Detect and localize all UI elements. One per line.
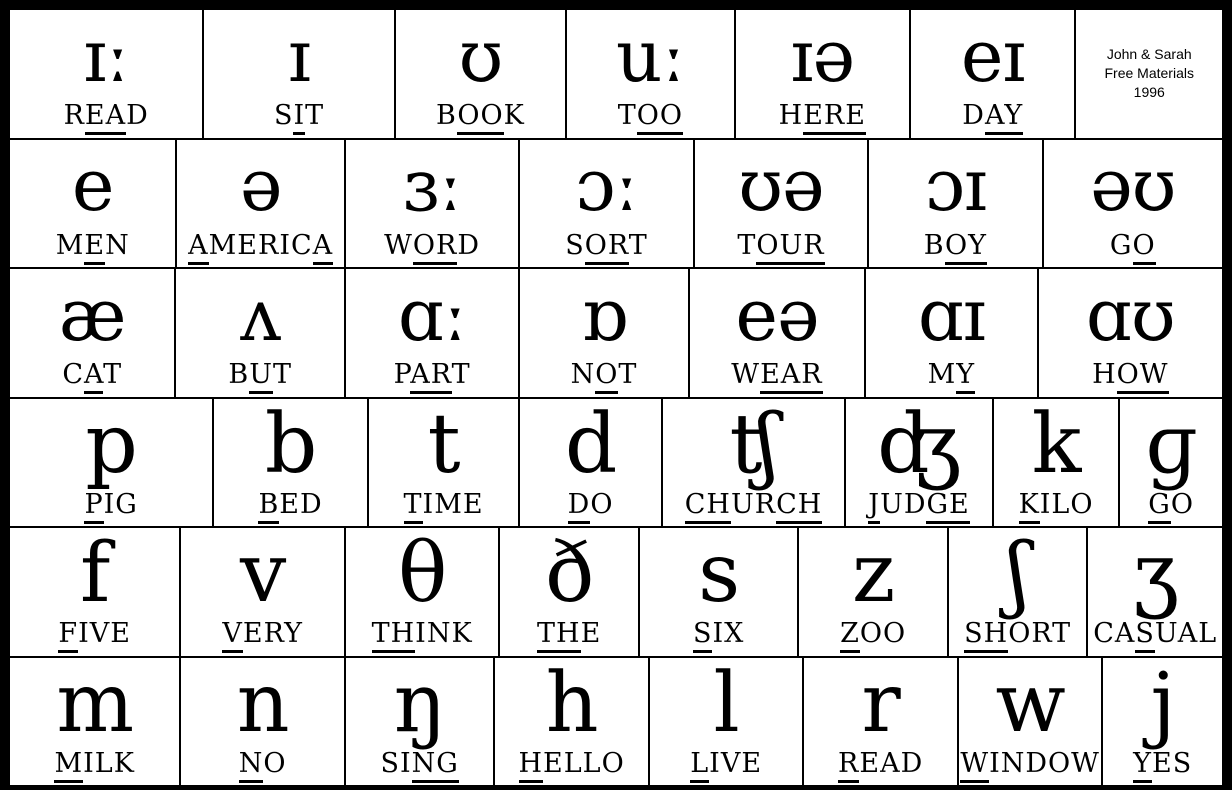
phonetic-symbol: z bbox=[852, 528, 895, 622]
credit-box bbox=[1076, 10, 1222, 138]
phonetic-symbol: ʒ bbox=[1132, 528, 1178, 622]
plain-letters: E bbox=[580, 618, 602, 650]
underlined-letters: B bbox=[258, 489, 279, 524]
plain-letters: D bbox=[457, 229, 481, 261]
example-word bbox=[1133, 747, 1193, 779]
phonetic-symbol: ə bbox=[239, 143, 282, 228]
plain-letters: INK bbox=[415, 618, 473, 650]
sound-cell-window bbox=[959, 658, 1104, 786]
sound-cell-yes bbox=[1103, 658, 1222, 786]
underlined-letters: ERE bbox=[803, 100, 866, 135]
sound-cell-hello bbox=[495, 658, 649, 786]
sound-cell-kilo bbox=[994, 399, 1121, 527]
plain-letters: ORT bbox=[1008, 618, 1072, 650]
example-word bbox=[731, 361, 822, 389]
example-word bbox=[923, 229, 988, 261]
sound-cell-my bbox=[866, 269, 1038, 397]
chart-row-1 bbox=[10, 10, 1222, 140]
phonetic-symbol: θ bbox=[397, 528, 447, 622]
chart-row-3 bbox=[10, 269, 1222, 399]
example-word bbox=[380, 747, 459, 779]
credit-line: Free Materials bbox=[1104, 65, 1194, 82]
sound-cell-zoo bbox=[799, 528, 949, 656]
example-word bbox=[737, 229, 825, 261]
plain-letters: UR bbox=[730, 488, 777, 520]
sound-cell-read bbox=[10, 10, 204, 138]
sound-cell-read bbox=[804, 658, 958, 786]
underlined-letters: F bbox=[58, 618, 78, 653]
plain-letters: IME bbox=[422, 488, 484, 520]
underlined-letters: R bbox=[838, 748, 859, 783]
underlined-letters: N bbox=[239, 748, 264, 783]
plain-letters: ERY bbox=[242, 618, 303, 650]
underlined-letters: OR bbox=[585, 230, 629, 265]
phonetic-symbol: ɑː bbox=[397, 272, 467, 357]
example-word bbox=[1093, 620, 1217, 648]
example-word bbox=[567, 488, 614, 520]
phonetic-symbol: t bbox=[427, 398, 460, 492]
underlined-letters: O bbox=[595, 359, 618, 394]
plain-letters: INDOW bbox=[989, 747, 1100, 779]
example-word bbox=[1148, 488, 1195, 520]
plain-letters: H bbox=[778, 100, 804, 132]
sound-cell-wear bbox=[690, 269, 866, 397]
example-word bbox=[960, 747, 1100, 779]
underlined-letters: OR bbox=[413, 230, 457, 265]
sound-cell-milk bbox=[10, 658, 181, 786]
sound-cell-but bbox=[176, 269, 345, 397]
underlined-letters: OY bbox=[945, 230, 987, 265]
sound-cell-five bbox=[10, 528, 181, 656]
example-word bbox=[964, 620, 1071, 648]
underlined-letters: OO bbox=[457, 100, 503, 135]
example-word bbox=[693, 620, 744, 648]
credit-line: John & Sarah bbox=[1106, 46, 1192, 63]
phonetic-symbol: ɪː bbox=[83, 13, 129, 98]
underlined-letters: A bbox=[313, 230, 334, 265]
underlined-letters: NG bbox=[412, 748, 459, 783]
plain-letters: IX bbox=[712, 618, 745, 650]
phonetic-symbol: ɪ bbox=[288, 13, 311, 98]
underlined-letters: A bbox=[188, 230, 209, 265]
underlined-letters: W bbox=[960, 748, 989, 783]
sound-cell-boy bbox=[869, 140, 1043, 268]
phonetic-symbol: ɔː bbox=[575, 143, 638, 228]
plain-letters: T bbox=[618, 359, 638, 391]
plain-letters: ELLO bbox=[543, 747, 625, 779]
plain-letters: K bbox=[503, 100, 525, 132]
example-word bbox=[258, 488, 323, 520]
underlined-letters: AY bbox=[985, 100, 1023, 135]
sound-cell-very bbox=[181, 528, 345, 656]
plain-letters: UD bbox=[880, 488, 927, 520]
plain-letters: O bbox=[590, 488, 614, 520]
underlined-letters: P bbox=[84, 489, 103, 524]
sound-cell-cat bbox=[10, 269, 176, 397]
plain-letters: O bbox=[263, 747, 287, 779]
phonetic-symbol: l bbox=[713, 657, 739, 751]
sound-cell-time bbox=[369, 399, 521, 527]
underlined-letters: GE bbox=[926, 489, 969, 524]
example-word bbox=[537, 620, 601, 648]
underlined-letters: J bbox=[868, 489, 880, 524]
sound-cell-do bbox=[520, 399, 663, 527]
example-word bbox=[1018, 488, 1094, 520]
plain-letters: N bbox=[570, 359, 596, 391]
sound-cell-live bbox=[650, 658, 805, 786]
example-word bbox=[228, 361, 292, 389]
sound-cell-part bbox=[346, 269, 520, 397]
underlined-letters: AR bbox=[410, 359, 451, 394]
chart-row-5 bbox=[10, 528, 1222, 658]
example-word bbox=[962, 102, 1023, 130]
sound-cell-casual bbox=[1088, 528, 1222, 656]
phonetic-symbol: d bbox=[564, 398, 617, 492]
credit-line: 1996 bbox=[1133, 84, 1165, 101]
chart-row-4 bbox=[10, 399, 1222, 529]
sound-cell-word bbox=[346, 140, 520, 268]
example-word bbox=[403, 488, 484, 520]
phonetic-symbol: ɔɪ bbox=[924, 143, 987, 228]
phonetic-symbol: eə bbox=[735, 272, 819, 357]
example-word bbox=[238, 747, 287, 779]
plain-letters: T bbox=[305, 100, 325, 132]
plain-letters: G bbox=[1109, 229, 1133, 261]
plain-letters: N bbox=[105, 229, 130, 261]
example-word bbox=[84, 488, 138, 520]
underlined-letters: CH bbox=[776, 489, 822, 524]
underlined-letters: U bbox=[249, 359, 273, 394]
plain-letters: W bbox=[731, 359, 761, 391]
phonetic-symbol: ɪə bbox=[790, 13, 855, 98]
sound-cell-pig bbox=[10, 399, 214, 527]
sound-cell-go bbox=[1044, 140, 1222, 268]
chart-row-6 bbox=[10, 658, 1222, 786]
phonetic-symbol: əʊ bbox=[1090, 143, 1176, 228]
example-word bbox=[690, 747, 763, 779]
plain-letters: R bbox=[63, 100, 85, 132]
phonetic-symbol: j bbox=[1150, 657, 1175, 751]
example-word bbox=[1092, 361, 1168, 389]
phonetic-symbol: f bbox=[80, 528, 110, 622]
underlined-letters: S bbox=[1135, 618, 1155, 653]
example-word bbox=[394, 361, 471, 389]
sound-cell-sit bbox=[204, 10, 395, 138]
example-word bbox=[436, 102, 525, 130]
sound-cell-sort bbox=[520, 140, 694, 268]
phonetic-symbol: e bbox=[71, 143, 114, 228]
underlined-letters: TH bbox=[537, 618, 581, 653]
underlined-letters: V bbox=[222, 618, 243, 653]
example-word bbox=[222, 620, 303, 648]
phonetic-symbol: b bbox=[264, 398, 317, 492]
phonetic-symbol: n bbox=[236, 657, 289, 751]
phonetic-symbol: ʧ bbox=[729, 398, 778, 492]
phonetic-symbol: eɪ bbox=[960, 13, 1025, 98]
plain-letters: UAL bbox=[1154, 618, 1218, 650]
example-word bbox=[274, 102, 324, 130]
plain-letters: T bbox=[737, 229, 757, 261]
plain-letters: C bbox=[62, 359, 85, 391]
phonetic-symbol: m bbox=[56, 657, 134, 751]
phonetic-symbol: p bbox=[85, 398, 137, 492]
example-word bbox=[54, 747, 135, 779]
underlined-letters: H bbox=[519, 748, 544, 783]
plain-letters: T bbox=[272, 359, 292, 391]
underlined-letters: S bbox=[693, 618, 713, 653]
sound-cell-six bbox=[640, 528, 799, 656]
phonetic-symbol: ɜː bbox=[402, 143, 462, 228]
plain-letters: D bbox=[962, 100, 985, 132]
plain-letters: ILO bbox=[1039, 488, 1094, 520]
underlined-letters: OUR bbox=[756, 230, 824, 265]
plain-letters: T bbox=[628, 229, 648, 261]
underlined-letters: EA bbox=[85, 100, 126, 135]
underlined-letters: A bbox=[84, 359, 103, 394]
example-word bbox=[64, 102, 149, 130]
phonetic-symbol: s bbox=[698, 528, 740, 622]
plain-letters: OO bbox=[859, 618, 907, 650]
phonetic-symbol: ʊə bbox=[738, 143, 824, 228]
example-word bbox=[618, 102, 683, 130]
underlined-letters: T bbox=[404, 489, 423, 524]
underlined-letters: M bbox=[54, 748, 83, 783]
underlined-letters: E bbox=[84, 230, 105, 265]
sound-cell-how bbox=[1039, 269, 1222, 397]
sound-cell-day bbox=[911, 10, 1076, 138]
sound-cell-too bbox=[567, 10, 735, 138]
underlined-letters: G bbox=[1148, 489, 1171, 524]
underlined-letters: I bbox=[293, 100, 305, 135]
example-word bbox=[62, 361, 122, 389]
plain-letters: IG bbox=[103, 488, 138, 520]
example-word bbox=[1109, 229, 1156, 261]
underlined-letters: Y bbox=[956, 359, 975, 394]
example-word bbox=[58, 620, 131, 648]
phonetic-chart bbox=[10, 10, 1222, 785]
plain-letters: EAD bbox=[859, 747, 924, 779]
sound-cell-the bbox=[500, 528, 640, 656]
chart-row-2 bbox=[10, 140, 1222, 270]
plain-letters: B bbox=[228, 359, 250, 391]
underlined-letters: L bbox=[690, 748, 709, 783]
plain-letters: P bbox=[393, 359, 411, 391]
plain-letters: M bbox=[55, 229, 85, 261]
example-word bbox=[779, 102, 866, 130]
sound-cell-no bbox=[181, 658, 345, 786]
plain-letters: M bbox=[927, 359, 957, 391]
example-word bbox=[684, 488, 823, 520]
plain-letters: D bbox=[126, 100, 149, 132]
underlined-letters: Z bbox=[840, 618, 860, 653]
underlined-letters: K bbox=[1019, 489, 1040, 524]
plain-letters: O bbox=[1170, 488, 1195, 520]
sound-cell-short bbox=[949, 528, 1089, 656]
underlined-letters: TH bbox=[372, 618, 416, 653]
phonetic-symbol: k bbox=[1031, 398, 1081, 492]
phonetic-symbol: ʤ bbox=[877, 398, 961, 492]
sound-cell-not bbox=[520, 269, 689, 397]
example-word bbox=[868, 488, 970, 520]
example-word bbox=[840, 620, 906, 648]
plain-letters: B bbox=[923, 229, 946, 261]
sound-cell-judge bbox=[846, 399, 994, 527]
example-word bbox=[518, 747, 625, 779]
underlined-letters: OW bbox=[1117, 359, 1169, 394]
phonetic-symbol: h bbox=[545, 657, 598, 751]
example-word bbox=[188, 229, 334, 261]
plain-letters: IVE bbox=[709, 747, 763, 779]
phonetic-symbol: ʌ bbox=[240, 272, 280, 357]
plain-letters: B bbox=[436, 100, 458, 132]
sound-cell-tour bbox=[695, 140, 869, 268]
sound-cell-here bbox=[736, 10, 911, 138]
phonetic-symbol: ɡ bbox=[1145, 398, 1197, 492]
underlined-letters: O bbox=[1133, 230, 1156, 265]
underlined-letters: EAR bbox=[760, 359, 823, 394]
phonetic-symbol: ɑɪ bbox=[917, 272, 985, 357]
phonetic-symbol: r bbox=[861, 657, 900, 751]
plain-letters: IVE bbox=[78, 618, 132, 650]
plain-letters: SI bbox=[380, 747, 412, 779]
plain-letters: T bbox=[617, 100, 637, 132]
plain-letters: S bbox=[565, 229, 585, 261]
phonetic-symbol: ŋ bbox=[393, 657, 446, 751]
plain-letters: T bbox=[103, 359, 123, 391]
plain-letters: W bbox=[384, 229, 413, 261]
plain-letters: CA bbox=[1093, 618, 1136, 650]
phonetic-chart-frame bbox=[8, 8, 1224, 787]
sound-cell-bed bbox=[214, 399, 369, 527]
plain-letters: ED bbox=[279, 488, 323, 520]
sound-cell-sing bbox=[346, 658, 496, 786]
example-word bbox=[571, 361, 638, 389]
sound-cell-men bbox=[10, 140, 177, 268]
underlined-letters: SH bbox=[964, 618, 1008, 653]
sound-cell-america bbox=[177, 140, 345, 268]
example-word bbox=[838, 747, 924, 779]
plain-letters: ES bbox=[1152, 747, 1193, 779]
plain-letters: T bbox=[451, 359, 471, 391]
example-word bbox=[55, 229, 130, 261]
phonetic-symbol: ð bbox=[544, 528, 594, 622]
phonetic-symbol: æ bbox=[58, 272, 126, 357]
plain-letters: S bbox=[273, 100, 294, 132]
example-word bbox=[384, 229, 481, 261]
phonetic-symbol: ɑʊ bbox=[1085, 272, 1175, 357]
underlined-letters: Y bbox=[1133, 748, 1152, 783]
phonetic-symbol: ʃ bbox=[1007, 528, 1029, 622]
plain-letters: H bbox=[1092, 359, 1117, 391]
sound-cell-think bbox=[346, 528, 500, 656]
phonetic-symbol: w bbox=[995, 657, 1065, 751]
underlined-letters: OO bbox=[637, 100, 683, 135]
phonetic-symbol: ʊ bbox=[458, 13, 503, 98]
phonetic-symbol: v bbox=[239, 528, 286, 622]
underlined-letters: CH bbox=[685, 489, 731, 524]
sound-cell-go bbox=[1120, 399, 1222, 527]
example-word bbox=[565, 229, 648, 261]
phonetic-symbol: uː bbox=[616, 13, 685, 98]
sound-cell-church bbox=[663, 399, 846, 527]
example-word bbox=[928, 361, 975, 389]
plain-letters: ILK bbox=[83, 747, 135, 779]
example-word bbox=[372, 620, 473, 648]
plain-letters: MERIC bbox=[208, 229, 313, 261]
sound-cell-book bbox=[396, 10, 567, 138]
underlined-letters: D bbox=[568, 489, 591, 524]
phonetic-symbol: ɒ bbox=[581, 272, 627, 357]
